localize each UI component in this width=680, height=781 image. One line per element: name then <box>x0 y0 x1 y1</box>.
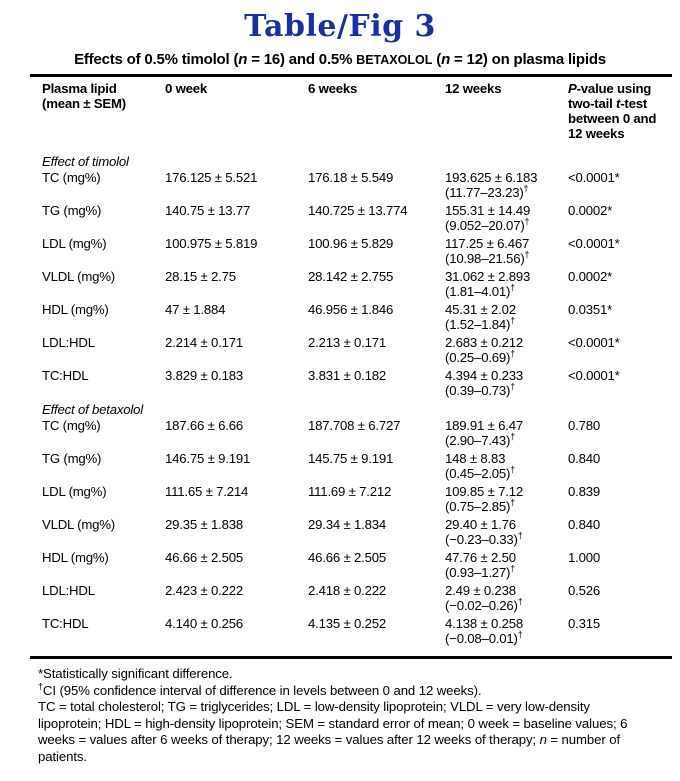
week12-cell <box>445 270 568 299</box>
dagger-symbol: † <box>523 183 529 194</box>
week0-value: 146.75 ± 9.191 <box>165 451 251 466</box>
week12-cell <box>445 485 568 514</box>
week12-value: 2.49 ± 0.238 <box>445 583 516 598</box>
week12-value: 4.138 ± 0.258 <box>445 616 523 631</box>
week12-value: 109.85 ± 7.12 <box>445 484 523 499</box>
week0-value: 3.829 ± 0.183 <box>165 368 243 383</box>
dagger-symbol: † <box>38 681 43 692</box>
dagger-symbol: † <box>510 464 516 475</box>
lipid-name: HDL (mg%) <box>42 302 109 317</box>
section-label: Effect of timolol <box>42 154 129 169</box>
week12-cell <box>445 369 568 398</box>
week12-cell <box>445 419 568 448</box>
footnote-ci <box>38 683 632 700</box>
p-value: 0.780 <box>568 418 601 433</box>
table-caption <box>0 51 680 69</box>
week6-value: 176.18 ± 5.549 <box>308 170 394 185</box>
week0-value: 2.423 ± 0.222 <box>165 583 243 598</box>
week6-value: 140.725 ± 13.774 <box>308 203 408 218</box>
p-value: 0.840 <box>568 517 601 532</box>
dagger-symbol: † <box>517 530 523 541</box>
lipid-name: TC (mg%) <box>42 418 101 433</box>
week12-ci <box>445 381 564 399</box>
week12-cell <box>445 452 568 481</box>
week12-ci <box>445 563 564 581</box>
week6-value: 2.418 ± 0.222 <box>308 583 386 598</box>
header-plasma-lipid <box>42 81 165 111</box>
week6-value: 111.69 ± 7.212 <box>308 484 392 499</box>
table-row <box>42 369 672 398</box>
week0-value: 176.125 ± 5.521 <box>165 170 258 185</box>
ci-value: (1.81–4.01) <box>445 283 511 299</box>
ci-value: (0.75–2.85) <box>445 498 511 514</box>
table-row <box>42 237 672 266</box>
header-plasma-lipid-line1: Plasma lipid <box>42 81 117 96</box>
lipid-name: LDL (mg%) <box>42 484 107 499</box>
footnotes <box>38 666 632 765</box>
lipid-name: TG (mg%) <box>42 203 102 218</box>
week0-value: 47 ± 1.884 <box>165 302 226 317</box>
table-row <box>42 171 672 200</box>
lipid-name: TG (mg%) <box>42 451 102 466</box>
header-week6: 6 weeks <box>308 81 358 96</box>
week0-value: 111.65 ± 7.214 <box>165 484 249 499</box>
ci-value: (2.90–7.43) <box>445 432 511 448</box>
lipid-name: TC:HDL <box>42 616 89 631</box>
week0-value: 100.975 ± 5.819 <box>165 236 258 251</box>
dagger-symbol: † <box>524 249 530 260</box>
footnote-ci-text: CI (95% confidence interval of difference in levels between 0 and 12 weeks). <box>42 682 482 698</box>
dagger-symbol: † <box>510 348 516 359</box>
week12-ci <box>445 431 564 449</box>
ci-value: (−0.23–0.33) <box>445 531 518 547</box>
p-value: <0.0001* <box>568 335 620 350</box>
header-plasma-lipid-line2: (mean ± SEM) <box>42 96 126 111</box>
p-value: 0.840 <box>568 451 601 466</box>
week6-value: 28.142 ± 2.755 <box>308 269 394 284</box>
table-header-row <box>42 81 672 141</box>
week12-value: 47.76 ± 2.50 <box>445 550 516 565</box>
week12-ci <box>445 497 564 515</box>
ci-value: (0.25–0.69) <box>445 349 511 365</box>
p-value: <0.0001* <box>568 236 620 251</box>
p-value: 0.0002* <box>568 203 613 218</box>
table-row <box>42 617 672 646</box>
lipid-name: HDL (mg%) <box>42 550 109 565</box>
footnote-abbreviations <box>38 699 632 765</box>
ci-value: (−0.02–0.26) <box>445 597 518 613</box>
week12-value: 193.625 ± 6.183 <box>445 170 538 185</box>
week0-value: 46.66 ± 2.505 <box>165 550 243 565</box>
caption-text: = 12) on plasma lipids <box>450 51 606 68</box>
week12-value: 117.25 ± 6.467 <box>445 236 530 251</box>
table-row <box>42 485 672 514</box>
week12-cell <box>445 303 568 332</box>
table-row <box>42 584 672 613</box>
header-week0: 0 week <box>165 81 208 96</box>
week12-value: 189.91 ± 6.47 <box>445 418 523 433</box>
week12-cell <box>445 617 568 646</box>
week12-ci <box>445 282 564 300</box>
week6-value: 29.34 ± 1.834 <box>308 517 386 532</box>
week12-cell <box>445 204 568 233</box>
dagger-symbol: † <box>517 629 523 640</box>
dagger-symbol: † <box>517 596 523 607</box>
lipid-name: LDL:HDL <box>42 335 95 350</box>
week12-ci <box>445 183 564 201</box>
week12-ci <box>445 596 564 614</box>
ci-value: (10.98–21.56) <box>445 250 525 266</box>
table-row <box>42 518 672 547</box>
ci-value: (9.052–20.07) <box>445 217 525 233</box>
dagger-symbol: † <box>510 497 516 508</box>
ci-value: (1.52–1.84) <box>445 316 511 332</box>
lipid-name: VLDL (mg%) <box>42 269 115 284</box>
table-row <box>42 336 672 365</box>
lipid-name: LDL:HDL <box>42 583 95 598</box>
week12-value: 45.31 ± 2.02 <box>445 302 516 317</box>
week12-cell <box>445 171 568 200</box>
p-value: 0.526 <box>568 583 601 598</box>
p-value: 1.000 <box>568 550 601 565</box>
dagger-symbol: † <box>510 563 516 574</box>
week12-cell <box>445 336 568 365</box>
week6-value: 4.135 ± 0.252 <box>308 616 386 631</box>
week0-value: 29.35 ± 1.838 <box>165 517 243 532</box>
week6-value: 46.956 ± 1.846 <box>308 302 394 317</box>
ci-value: (0.39–0.73) <box>445 382 511 398</box>
week12-value: 31.062 ± 2.893 <box>445 269 531 284</box>
header-t-italic: t <box>616 96 621 111</box>
ci-value: (11.77–23.23) <box>445 184 524 200</box>
header-p-text: -test between 0 and 12 weeks <box>568 96 657 141</box>
p-value: 0.0002* <box>568 269 613 284</box>
lipid-table <box>30 74 672 659</box>
week6-value: 145.75 ± 9.191 <box>308 451 394 466</box>
lipid-name: TC (mg%) <box>42 170 101 185</box>
week0-value: 28.15 ± 2.75 <box>165 269 236 284</box>
footnote-n-italic: n <box>539 732 547 747</box>
table-row <box>42 270 672 299</box>
week0-value: 187.66 ± 6.66 <box>165 418 243 433</box>
ci-value: (0.93–1.27) <box>445 564 511 580</box>
footnote-abbrev-text: TC = total cholesterol; TG = triglycerides; LDL = low-density lipoprotein; VLDL = very low-density lipoprotein; HDL = high-density lipoprotein; SEM = standard error of mean; 0 week = baseline values; 6 weeks = values after 6 weeks of therapy; 12 weeks = values after 12 weeks of therapy; <box>38 699 628 747</box>
dagger-symbol: † <box>524 216 530 227</box>
caption-text: Effects of 0.5% timolol ( <box>74 51 239 68</box>
caption-betaxolol-smallcaps: BETAXOLOL <box>356 53 433 67</box>
table-row <box>42 419 672 448</box>
week6-value: 46.66 ± 2.505 <box>308 550 386 565</box>
lipid-name: VLDL (mg%) <box>42 517 115 532</box>
week0-value: 140.75 ± 13.77 <box>165 203 251 218</box>
week12-value: 29.40 ± 1.76 <box>445 517 516 532</box>
p-value: 0.0351* <box>568 302 613 317</box>
ci-value: (0.45–2.05) <box>445 465 511 481</box>
dagger-symbol: † <box>510 431 516 442</box>
ci-value: (−0.08–0.01) <box>445 630 518 646</box>
header-week12: 12 weeks <box>445 81 502 96</box>
week12-value: 148 ± 8.83 <box>445 451 506 466</box>
dagger-symbol: † <box>510 315 516 326</box>
page-title: Table/Fig 3 <box>244 9 436 44</box>
week12-cell <box>445 518 568 547</box>
week6-value: 100.96 ± 5.829 <box>308 236 394 251</box>
p-value: <0.0001* <box>568 170 620 185</box>
p-value: 0.839 <box>568 484 601 499</box>
caption-n-italic: n <box>238 51 248 68</box>
table-row <box>42 452 672 481</box>
week12-cell <box>445 551 568 580</box>
week12-ci <box>445 464 564 482</box>
week0-value: 2.214 ± 0.171 <box>165 335 243 350</box>
footnote-abbrev-text: = number of patients. <box>38 732 621 764</box>
section-label: Effect of betaxolol <box>42 402 144 417</box>
week12-cell <box>445 584 568 613</box>
caption-text: ( <box>432 51 442 68</box>
week12-ci <box>445 629 564 647</box>
week6-value: 2.213 ± 0.171 <box>308 335 386 350</box>
week12-ci <box>445 530 564 548</box>
week12-ci <box>445 216 564 234</box>
week12-ci <box>445 315 564 333</box>
header-p-value <box>568 81 672 141</box>
p-value: <0.0001* <box>568 368 620 383</box>
table-row <box>42 551 672 580</box>
caption-n-italic: n <box>441 51 451 68</box>
week12-ci <box>445 249 564 267</box>
dagger-symbol: † <box>510 381 516 392</box>
header-p-italic: P <box>568 81 577 96</box>
week12-value: 2.683 ± 0.212 <box>445 335 523 350</box>
header-p-text: -value using two-tail <box>568 81 652 111</box>
table-body <box>42 154 672 646</box>
week12-value: 4.394 ± 0.233 <box>445 368 523 383</box>
week6-value: 187.708 ± 6.727 <box>308 418 401 433</box>
caption-text: = 16) and 0.5% <box>247 51 357 68</box>
week0-value: 4.140 ± 0.256 <box>165 616 243 631</box>
footnote-significance: *Statistically significant difference. <box>38 666 233 681</box>
lipid-name: TC:HDL <box>42 368 89 383</box>
week6-value: 3.831 ± 0.182 <box>308 368 386 383</box>
dagger-symbol: † <box>510 282 516 293</box>
week12-ci <box>445 348 564 366</box>
p-value: 0.315 <box>568 616 601 631</box>
table-row <box>42 204 672 233</box>
table-row <box>42 303 672 332</box>
week12-value: 155.31 ± 14.49 <box>445 203 531 218</box>
week12-cell <box>445 237 568 266</box>
lipid-name: LDL (mg%) <box>42 236 107 251</box>
